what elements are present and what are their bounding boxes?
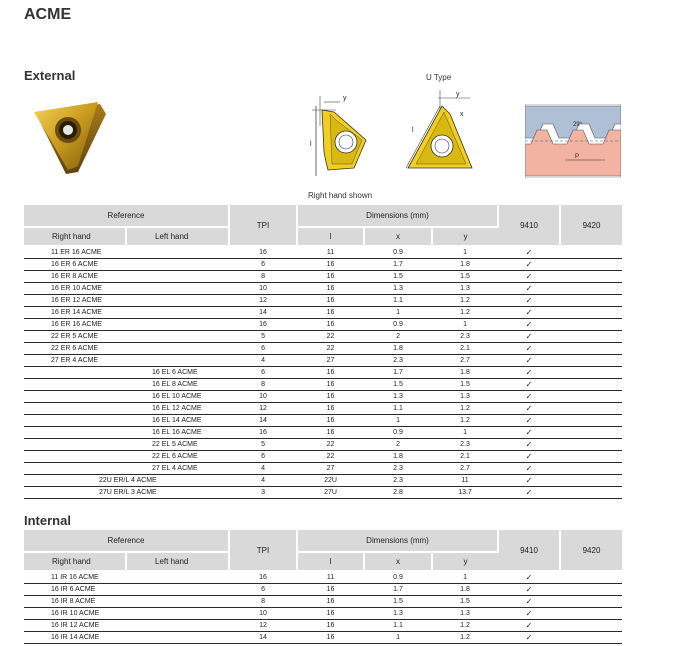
cell-grade-9420 <box>560 487 622 499</box>
table-row <box>24 632 622 644</box>
cell-right-hand <box>24 403 126 415</box>
cell-l: 16 <box>297 632 364 644</box>
header-grade-9410: 9410 <box>498 205 560 246</box>
cell-l: 11 <box>297 246 364 259</box>
external-table <box>24 205 622 499</box>
cell-right-hand: 16 IR 12 ACME <box>24 620 126 632</box>
cell-tpi: 10 <box>229 283 297 295</box>
insert-photo <box>28 96 110 178</box>
cell-y: 1.2 <box>432 415 498 427</box>
cell-left-hand <box>126 355 229 367</box>
cell-x: 0.9 <box>364 319 432 331</box>
cell-y: 1 <box>432 571 498 584</box>
cell-grade-9420 <box>560 246 622 259</box>
cell-right-hand: 22 ER 6 ACME <box>24 343 126 355</box>
cell-y: 2.3 <box>432 439 498 451</box>
cell-x: 2.3 <box>364 355 432 367</box>
internal-table <box>24 530 622 644</box>
cell-grade-9410: ✓ <box>498 271 560 283</box>
cell-tpi: 14 <box>229 307 297 319</box>
cell-y: 2.3 <box>432 331 498 343</box>
cell-left-hand <box>126 307 229 319</box>
cell-grade-9420 <box>560 259 622 271</box>
cell-right-hand: 16 IR 14 ACME <box>24 632 126 644</box>
cell-l: 16 <box>297 415 364 427</box>
cell-grade-9420 <box>560 596 622 608</box>
header-dimensions: Dimensions (mm) <box>297 530 498 552</box>
table-row <box>24 403 622 415</box>
cell-grade-9420 <box>560 331 622 343</box>
cell-x: 1.7 <box>364 259 432 271</box>
table-row <box>24 343 622 355</box>
cell-left-hand: 22 EL 6 ACME <box>126 451 229 463</box>
cell-l: 16 <box>297 367 364 379</box>
cell-grade-9410: ✓ <box>498 608 560 620</box>
cell-grade-9420 <box>560 571 622 584</box>
cell-tpi: 16 <box>229 571 297 584</box>
cell-y: 1.3 <box>432 391 498 403</box>
cell-l: 22U <box>297 475 364 487</box>
cell-grade-9410: ✓ <box>498 596 560 608</box>
table-row <box>24 475 622 487</box>
cell-tpi: 8 <box>229 271 297 283</box>
cell-y: 2.7 <box>432 463 498 475</box>
cell-tpi: 8 <box>229 379 297 391</box>
cell-grade-9420 <box>560 620 622 632</box>
table-row <box>24 427 622 439</box>
cell-tpi: 6 <box>229 259 297 271</box>
table-row <box>24 487 622 499</box>
table-row <box>24 307 622 319</box>
table-row <box>24 415 622 427</box>
cell-l: 16 <box>297 319 364 331</box>
header-left-hand: Left hand <box>126 552 229 571</box>
table-row <box>24 355 622 367</box>
cell-tpi: 5 <box>229 439 297 451</box>
u-type-diagram <box>398 88 476 178</box>
cell-tpi: 8 <box>229 596 297 608</box>
header-reference: Reference <box>24 205 229 227</box>
cell-right-hand: 16 ER 6 ACME <box>24 259 126 271</box>
table-row <box>24 391 622 403</box>
cell-grade-9410: ✓ <box>498 391 560 403</box>
cell-grade-9410: ✓ <box>498 584 560 596</box>
cell-x: 1.1 <box>364 295 432 307</box>
cell-l: 16 <box>297 596 364 608</box>
cell-x: 2.3 <box>364 475 432 487</box>
cell-x: 1.8 <box>364 451 432 463</box>
cell-grade-9410: ✓ <box>498 439 560 451</box>
cell-tpi: 4 <box>229 475 297 487</box>
table-row <box>24 608 622 620</box>
cell-grade-9420 <box>560 343 622 355</box>
cell-left-hand: 16 EL 16 ACME <box>126 427 229 439</box>
cell-y: 2.1 <box>432 451 498 463</box>
cell-grade-9420 <box>560 403 622 415</box>
cell-x: 1.8 <box>364 343 432 355</box>
cell-right-hand <box>24 451 126 463</box>
cell-right-hand <box>24 415 126 427</box>
header-l: l <box>297 552 364 571</box>
cell-grade-9410: ✓ <box>498 319 560 331</box>
cell-left-hand <box>126 246 229 259</box>
cell-x: 0.9 <box>364 427 432 439</box>
cell-grade-9410: ✓ <box>498 259 560 271</box>
table-row <box>24 571 622 584</box>
cell-left-hand: 22 EL 5 ACME <box>126 439 229 451</box>
header-grade-9420: 9420 <box>560 205 622 246</box>
table-row <box>24 584 622 596</box>
cell-right-hand <box>24 379 126 391</box>
cell-l: 27 <box>297 355 364 367</box>
cell-tpi: 3 <box>229 487 297 499</box>
cell-grade-9410: ✓ <box>498 343 560 355</box>
cell-l: 16 <box>297 427 364 439</box>
cell-left-hand: 27 EL 4 ACME <box>126 463 229 475</box>
cell-y: 1 <box>432 246 498 259</box>
cell-tpi: 10 <box>229 391 297 403</box>
table-row <box>24 319 622 331</box>
cell-grade-9420 <box>560 439 622 451</box>
cell-tpi: 14 <box>229 415 297 427</box>
cell-y: 1.3 <box>432 608 498 620</box>
cell-tpi: 5 <box>229 331 297 343</box>
table-row <box>24 367 622 379</box>
cell-x: 1.3 <box>364 608 432 620</box>
cell-left-hand: 16 EL 8 ACME <box>126 379 229 391</box>
header-tpi: TPI <box>229 530 297 571</box>
cell-right-hand: 16 ER 8 ACME <box>24 271 126 283</box>
cell-tpi: 16 <box>229 427 297 439</box>
cell-tpi: 6 <box>229 451 297 463</box>
internal-heading: Internal <box>24 513 71 528</box>
cell-grade-9420 <box>560 355 622 367</box>
cell-l: 16 <box>297 295 364 307</box>
fig2-label-y: y <box>456 91 460 98</box>
cell-grade-9410: ✓ <box>498 415 560 427</box>
cell-x: 1.7 <box>364 584 432 596</box>
cell-grade-9420 <box>560 295 622 307</box>
cell-right-hand <box>24 391 126 403</box>
table-row <box>24 283 622 295</box>
cell-x: 1.5 <box>364 379 432 391</box>
page-title: ACME <box>24 6 72 23</box>
cell-grade-9420 <box>560 427 622 439</box>
cell-left-hand: 16 EL 10 ACME <box>126 391 229 403</box>
cell-grade-9420 <box>560 415 622 427</box>
cell-l: 22 <box>297 331 364 343</box>
cell-left-hand <box>126 632 229 644</box>
cell-right-hand <box>24 463 126 475</box>
cell-left-hand <box>126 319 229 331</box>
cell-x: 0.9 <box>364 246 432 259</box>
header-l: l <box>297 227 364 246</box>
cell-grade-9420 <box>560 367 622 379</box>
cell-left-hand <box>126 584 229 596</box>
cell-l: 16 <box>297 608 364 620</box>
cell-y: 1.3 <box>432 283 498 295</box>
cell-grade-9410: ✓ <box>498 571 560 584</box>
cell-y: 1.5 <box>432 271 498 283</box>
cell-right-hand <box>24 427 126 439</box>
cell-y: 2.1 <box>432 343 498 355</box>
table-row <box>24 246 622 259</box>
cell-right-hand: 11 ER 16 ACME <box>24 246 126 259</box>
cell-grade-9420 <box>560 451 622 463</box>
fig-label-l: l <box>310 141 312 148</box>
cell-grade-9420 <box>560 271 622 283</box>
cell-l: 16 <box>297 307 364 319</box>
table-row <box>24 259 622 271</box>
cell-l: 27U <box>297 487 364 499</box>
cell-l: 16 <box>297 259 364 271</box>
cell-y: 11 <box>432 475 498 487</box>
profile-diagram <box>310 92 382 180</box>
cell-tpi: 16 <box>229 319 297 331</box>
cell-left-hand <box>126 571 229 584</box>
cell-x: 2 <box>364 439 432 451</box>
header-right-hand: Right hand <box>24 552 126 571</box>
cell-l: 16 <box>297 584 364 596</box>
cell-grade-9410: ✓ <box>498 463 560 475</box>
cell-x: 0.9 <box>364 571 432 584</box>
cell-y: 1.2 <box>432 620 498 632</box>
cell-l: 11 <box>297 571 364 584</box>
fig2-label-l: l <box>412 127 414 134</box>
cell-left-hand: 16 EL 12 ACME <box>126 403 229 415</box>
angle-label: 29° <box>573 122 583 128</box>
cell-left-hand <box>126 295 229 307</box>
cell-l: 16 <box>297 271 364 283</box>
cell-grade-9420 <box>560 319 622 331</box>
cell-right-hand: 11 IR 16 ACME <box>24 571 126 584</box>
cell-grade-9420 <box>560 584 622 596</box>
cell-l: 22 <box>297 451 364 463</box>
table-row <box>24 451 622 463</box>
cell-grade-9410: ✓ <box>498 451 560 463</box>
table-row <box>24 379 622 391</box>
cell-grade-9420 <box>560 307 622 319</box>
header-left-hand: Left hand <box>126 227 229 246</box>
cell-tpi: 14 <box>229 632 297 644</box>
cell-right-hand: 16 ER 14 ACME <box>24 307 126 319</box>
cell-y: 1.8 <box>432 584 498 596</box>
cell-grade-9420 <box>560 608 622 620</box>
cell-reference: 27U ER/L 3 ACME <box>24 487 229 499</box>
cell-tpi: 4 <box>229 355 297 367</box>
thread-profile-diagram <box>525 104 621 178</box>
header-x: x <box>364 552 432 571</box>
header-x: x <box>364 227 432 246</box>
cell-l: 16 <box>297 403 364 415</box>
cell-grade-9420 <box>560 379 622 391</box>
header-dimensions: Dimensions (mm) <box>297 205 498 227</box>
cell-right-hand: 16 IR 6 ACME <box>24 584 126 596</box>
cell-right-hand: 27 ER 4 ACME <box>24 355 126 367</box>
header-y: y <box>432 227 498 246</box>
cell-tpi: 12 <box>229 403 297 415</box>
cell-grade-9410: ✓ <box>498 487 560 499</box>
cell-left-hand <box>126 620 229 632</box>
cell-tpi: 6 <box>229 584 297 596</box>
table-row <box>24 295 622 307</box>
cell-x: 2.3 <box>364 463 432 475</box>
cell-x: 1 <box>364 632 432 644</box>
cell-y: 2.7 <box>432 355 498 367</box>
cell-tpi: 6 <box>229 367 297 379</box>
cell-x: 1.1 <box>364 403 432 415</box>
cell-x: 1.5 <box>364 271 432 283</box>
pitch-label: P <box>575 154 580 160</box>
table-row <box>24 463 622 475</box>
cell-grade-9410: ✓ <box>498 331 560 343</box>
cell-grade-9420 <box>560 463 622 475</box>
cell-l: 16 <box>297 620 364 632</box>
cell-x: 1 <box>364 415 432 427</box>
cell-left-hand <box>126 331 229 343</box>
cell-tpi: 16 <box>229 246 297 259</box>
cell-l: 27 <box>297 463 364 475</box>
cell-left-hand: 16 EL 6 ACME <box>126 367 229 379</box>
cell-l: 22 <box>297 343 364 355</box>
cell-grade-9410: ✓ <box>498 632 560 644</box>
header-grade-9420: 9420 <box>560 530 622 571</box>
cell-tpi: 12 <box>229 295 297 307</box>
cell-x: 1.7 <box>364 367 432 379</box>
cell-left-hand: 16 EL 14 ACME <box>126 415 229 427</box>
cell-right-hand <box>24 367 126 379</box>
cell-right-hand: 16 ER 12 ACME <box>24 295 126 307</box>
cell-right-hand: 16 ER 10 ACME <box>24 283 126 295</box>
cell-left-hand <box>126 596 229 608</box>
cell-y: 1.2 <box>432 632 498 644</box>
cell-tpi: 10 <box>229 608 297 620</box>
cell-l: 22 <box>297 439 364 451</box>
cell-grade-9410: ✓ <box>498 379 560 391</box>
cell-left-hand <box>126 608 229 620</box>
cell-y: 1.8 <box>432 367 498 379</box>
cell-left-hand <box>126 343 229 355</box>
cell-right-hand <box>24 439 126 451</box>
cell-right-hand: 16 ER 16 ACME <box>24 319 126 331</box>
header-y: y <box>432 552 498 571</box>
cell-grade-9410: ✓ <box>498 403 560 415</box>
caption-right-hand-shown: Right hand shown <box>308 191 373 200</box>
table-row <box>24 439 622 451</box>
cell-l: 16 <box>297 283 364 295</box>
cell-x: 1.1 <box>364 620 432 632</box>
cell-y: 1.2 <box>432 403 498 415</box>
cell-grade-9410: ✓ <box>498 427 560 439</box>
fig2-label-x: x <box>460 111 464 118</box>
cell-reference: 22U ER/L 4 ACME <box>24 475 229 487</box>
cell-right-hand: 22 ER 5 ACME <box>24 331 126 343</box>
cell-grade-9420 <box>560 475 622 487</box>
header-tpi: TPI <box>229 205 297 246</box>
cell-x: 1.5 <box>364 596 432 608</box>
cell-left-hand <box>126 271 229 283</box>
external-heading: External <box>24 68 76 83</box>
fig-label-y: y <box>343 95 347 102</box>
cell-x: 1 <box>364 307 432 319</box>
cell-y: 13.7 <box>432 487 498 499</box>
cell-y: 1 <box>432 427 498 439</box>
cell-left-hand <box>126 259 229 271</box>
cell-y: 1.5 <box>432 596 498 608</box>
cell-grade-9410: ✓ <box>498 295 560 307</box>
cell-y: 1.2 <box>432 295 498 307</box>
cell-tpi: 4 <box>229 463 297 475</box>
table-row <box>24 331 622 343</box>
u-type-label: U Type <box>426 73 452 82</box>
cell-x: 1.3 <box>364 391 432 403</box>
cell-tpi: 6 <box>229 343 297 355</box>
cell-y: 1.8 <box>432 259 498 271</box>
cell-grade-9410: ✓ <box>498 475 560 487</box>
cell-l: 16 <box>297 379 364 391</box>
cell-grade-9410: ✓ <box>498 307 560 319</box>
header-right-hand: Right hand <box>24 227 126 246</box>
header-reference: Reference <box>24 530 229 552</box>
cell-grade-9410: ✓ <box>498 367 560 379</box>
cell-x: 1.3 <box>364 283 432 295</box>
cell-grade-9410: ✓ <box>498 283 560 295</box>
cell-left-hand <box>126 283 229 295</box>
cell-grade-9410: ✓ <box>498 355 560 367</box>
cell-grade-9420 <box>560 283 622 295</box>
table-row <box>24 596 622 608</box>
cell-grade-9420 <box>560 391 622 403</box>
cell-right-hand: 16 IR 8 ACME <box>24 596 126 608</box>
cell-x: 2.8 <box>364 487 432 499</box>
table-row <box>24 271 622 283</box>
table-row <box>24 620 622 632</box>
cell-x: 2 <box>364 331 432 343</box>
cell-y: 1.5 <box>432 379 498 391</box>
cell-tpi: 12 <box>229 620 297 632</box>
cell-y: 1 <box>432 319 498 331</box>
cell-grade-9420 <box>560 632 622 644</box>
cell-grade-9410: ✓ <box>498 246 560 259</box>
cell-right-hand: 16 IR 10 ACME <box>24 608 126 620</box>
cell-y: 1.2 <box>432 307 498 319</box>
cell-l: 16 <box>297 391 364 403</box>
cell-grade-9410: ✓ <box>498 620 560 632</box>
header-grade-9410: 9410 <box>498 530 560 571</box>
